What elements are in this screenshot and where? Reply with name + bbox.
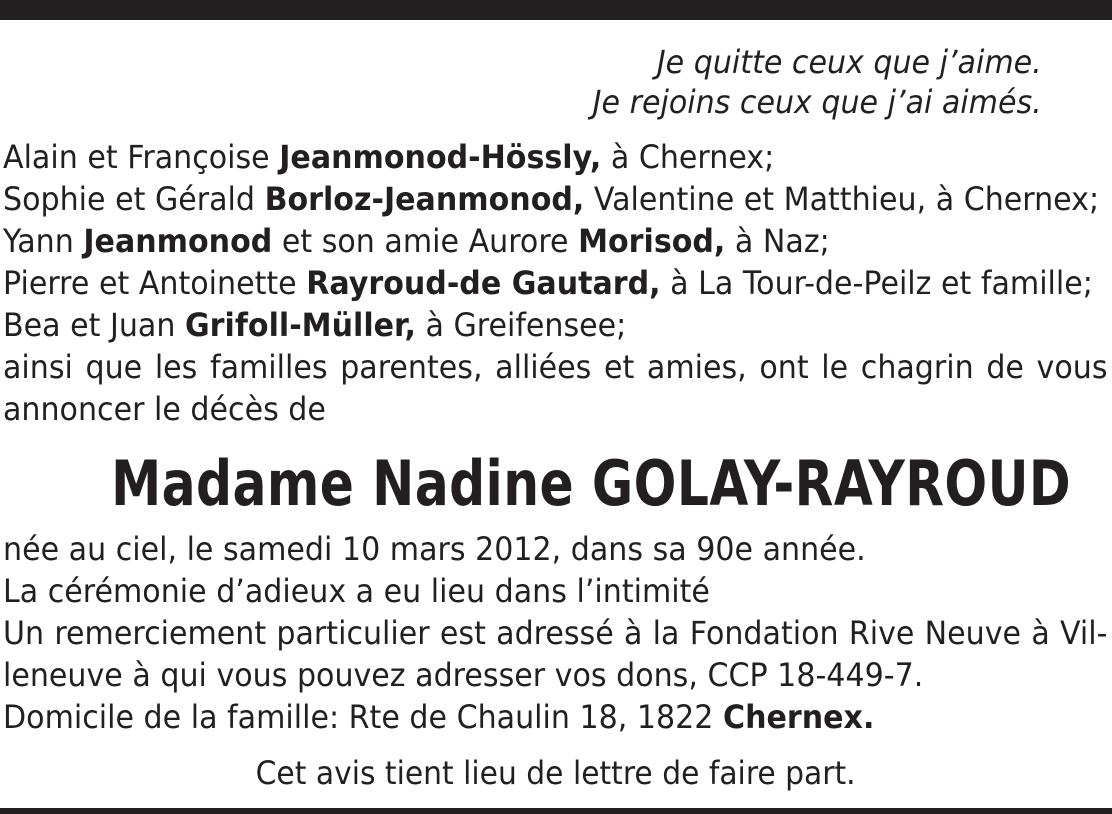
address-text: Domicile de la famille: Rte de Chaulin 18, 1822	[3, 698, 723, 736]
quote-line-2: Je rejoins ceux que j’ai aimés.	[592, 83, 1042, 121]
family-line-text: Sophie et Gérald	[3, 180, 265, 218]
family-line-text: à La Tour-de-Peilz et famille;	[660, 264, 1093, 302]
footer-note: Cet avis tient lieu de lettre de faire part.	[256, 754, 856, 792]
quote-line-1: Je quitte ceux que j’aime.	[656, 43, 1042, 81]
details-line-2: La cérémonie d’adieux a eu lieu dans l’intimité	[3, 572, 710, 610]
announcement-line-2: annoncer le décès de	[3, 390, 326, 428]
family-line-text: Valentine et Matthieu, à Chernex;	[584, 180, 1100, 218]
details-line-1: née au ciel, le samedi 10 mars 2012, dans sa 90e année.	[3, 530, 866, 568]
family-name: Jeanmonod-Hössly,	[279, 138, 602, 176]
top-rule	[0, 0, 1112, 20]
details-line-5	[3, 696, 874, 738]
family-line-2	[3, 178, 1099, 220]
family-line-text: Alain et Françoise	[3, 138, 280, 176]
family-name: Jeanmonod	[83, 222, 273, 260]
family-line-text: Yann	[3, 222, 84, 260]
details-line-3: Un remerciement particulier est adressé à la Fondation Rive Neuve à Vil-	[3, 614, 1108, 652]
family-line-text: à Naz;	[725, 222, 830, 260]
details-line-4: leneuve à qui vous pouvez adresser vos dons, CCP 18-449-7.	[3, 656, 924, 694]
address-town: Chernex.	[722, 698, 875, 736]
family-line-4	[3, 262, 1093, 304]
deceased-name: Madame Nadine GOLAY-RAYROUD	[111, 447, 1072, 520]
bottom-rule	[0, 808, 1112, 814]
family-line-text: à Chernex;	[601, 138, 775, 176]
family-line-text: Pierre et Antoinette	[3, 264, 307, 302]
family-name: Grifoll-Müller,	[184, 306, 416, 344]
announcement-line-1: ainsi que les familles parentes, alliées et amies, ont le chagrin de vous	[3, 348, 1108, 386]
family-line-3	[3, 220, 830, 262]
family-line-1	[3, 136, 774, 178]
family-line-text: Bea et Juan	[3, 306, 185, 344]
family-line-5	[3, 304, 626, 346]
family-line-text: et son amie Aurore	[272, 222, 579, 260]
family-line-text: à Greifensee;	[415, 306, 627, 344]
family-name: Morisod,	[578, 222, 726, 260]
family-name: Rayroud-de Gautard,	[306, 264, 661, 302]
family-name: Borloz-Jeanmonod,	[264, 180, 585, 218]
